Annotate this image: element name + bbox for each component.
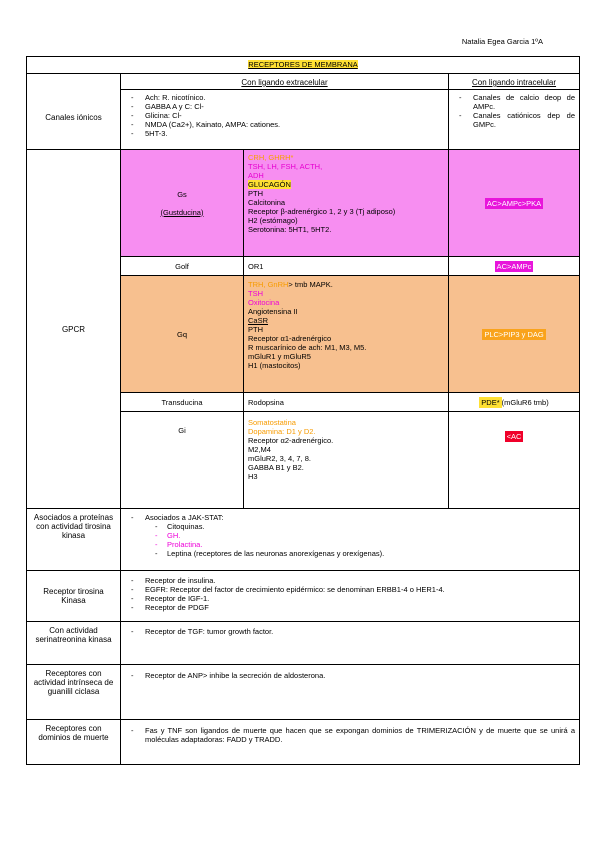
transducina-name: Transducina [121, 393, 244, 412]
gi-ligand: Receptor α2-adrenérgico. [248, 436, 334, 445]
canales-intra-list [453, 93, 575, 129]
gi-effect-badge: <AC [506, 432, 522, 441]
gs-subname: (Gustducina) [160, 207, 204, 217]
gq-ligand: PTH [248, 325, 263, 334]
gs-ligand-tsh: TSH, LH, FSH, ACTH, [248, 162, 323, 171]
canales-extra-list [125, 93, 444, 138]
gq-ligand: mGluR1 y mGluR5 [248, 352, 311, 361]
header-extracelular: Con ligando extracelular [121, 74, 449, 90]
tirosina-label: Receptor tirosina Kinasa [27, 571, 121, 622]
gs-effect-badge: AC>AMPc>PKA [486, 198, 542, 208]
gi-ligand: M2,M4 [248, 445, 271, 454]
gs-glucagon: GLUCAGÓN [248, 180, 291, 189]
gq-trh-rest: > tmb MAPK. [288, 280, 333, 289]
list-item: - Leptina (receptores de las neuronas anorexígenas y orexígenas). [125, 549, 575, 558]
tirosina-asoc-list [125, 513, 575, 558]
list-item: - Fas y TNF son ligandos de muerte que hacen que se expongan dominios de TRIMERIZACIÓN y de muerte que se unirá a moléculas adaptadoras: FADD y TRADD. [125, 726, 575, 744]
gpcr-gs-row [27, 150, 580, 257]
gi-ligand-orange: Dopamina: D1 y D2. [248, 427, 316, 436]
transducina-ligand: Rodopsina [244, 393, 449, 412]
list-item: - GH. [125, 531, 575, 540]
gq-casr: CaSR [248, 316, 269, 325]
list-item: - Receptor de PDGF [125, 603, 575, 612]
gq-ligand: R muscarínico de ach: M1, M3, M5. [248, 343, 367, 352]
title-row [27, 57, 580, 74]
gi-ligand-orange: Somatostatina [248, 418, 296, 427]
gq-oxitocina: Oxitocina [248, 298, 280, 307]
serina-label: Con actividad serinatreonina kinasa [27, 622, 121, 665]
gq-angiotensina: Angiotensina II [248, 307, 298, 316]
list-item: - Canales catiónicos dep de GMPc. [453, 111, 575, 129]
list-item: - Ach: R. nicotínico. [125, 93, 444, 102]
golf-name: Golf [121, 257, 244, 276]
guanilil-row [27, 665, 580, 720]
gs-ligand-adh: ADH [248, 171, 264, 180]
gs-name: Gs [177, 189, 187, 199]
gq-trh: TRH, GnRH [248, 280, 289, 289]
gs-ligand: Receptor β-adrenérgico 1, 2 y 3 (Tj adiposo) [248, 207, 396, 216]
list-item: - Glicina: Cl- [125, 111, 444, 120]
list-item: - EGFR: Receptor del factor de crecimiento epidérmico: se denominan ERBB1-4 o HER1-4. [125, 585, 575, 594]
guanilil-label: Receptores con actividad intrínseca de guanilil ciclasa [27, 665, 121, 720]
serina-row [27, 622, 580, 665]
list-item: - 5HT-3. [125, 129, 444, 138]
muerte-label: Receptores con dominios de muerte [27, 720, 121, 765]
gi-ligand: mGluR2, 3, 4, 7, 8. [248, 454, 311, 463]
muerte-row [27, 720, 580, 765]
tirosina-list [125, 576, 575, 612]
tirosina-asoc-row [27, 509, 580, 571]
author-name: Natalia Egea Garcia 1ºA [461, 37, 543, 46]
tirosina-row [27, 571, 580, 622]
gpcr-label: GPCR [27, 150, 121, 509]
list-item: - GABBA A y C: Cl- [125, 102, 444, 111]
transducina-effect-badge: PDE* [481, 397, 500, 407]
canales-label: Canales iónicos [27, 74, 121, 150]
gq-ligand: H1 (mastocitos) [248, 361, 301, 370]
list-item: - Canales de calcio deop de AMPc. [453, 93, 575, 111]
gq-name: Gq [121, 276, 244, 393]
list-item: - Citoquinas. [125, 522, 575, 531]
golf-effect-badge: AC>AMPc [496, 261, 532, 271]
gi-ligand: GABBA B1 y B2. [248, 463, 304, 472]
list-item: - Asociados a JAK-STAT: [125, 513, 575, 522]
list-item: - Receptor de ANP> inhibe la secreción de aldosterona. [125, 671, 575, 680]
header-intracelular: Con ligando intracelular [449, 74, 580, 90]
list-item: - Receptor de TGF: tumor growth factor. [125, 627, 575, 636]
gs-ligand: Calcitonina [248, 198, 286, 207]
list-item: - Receptor de insulina. [125, 576, 575, 585]
list-item: - NMDA (Ca2+), Kainato, AMPA: cationes. [125, 120, 444, 129]
gs-ligand: PTH [248, 189, 263, 198]
gq-ligand: Receptor α1-adrenérgico [248, 334, 332, 343]
gq-tsh: TSH [248, 289, 263, 298]
gs-ligand: Serotonina: 5HT1, 5HT2. [248, 225, 332, 234]
gs-ligand: H2 (estómago) [248, 216, 298, 225]
transducina-effect-rest: (mGluR6 tmb) [501, 397, 549, 407]
list-item: - Receptor de IGF-1. [125, 594, 575, 603]
tirosina-asoc-label: Asociados a proteínas con actividad tirosina kinasa [27, 509, 121, 571]
gi-ligand: H3 [248, 472, 258, 481]
gq-effect-badge: PLC>PIP3 y DAG [484, 329, 544, 339]
list-item: - Prolactina. [125, 540, 575, 549]
gs-ligands-orange: CRH, GHRH* [248, 153, 294, 162]
table-title: RECEPTORES DE MEMBRANA [248, 60, 358, 69]
golf-ligand: OR1 [244, 257, 449, 276]
receptors-table [26, 56, 580, 765]
canales-row [27, 74, 580, 90]
gi-name: Gi [121, 412, 244, 509]
